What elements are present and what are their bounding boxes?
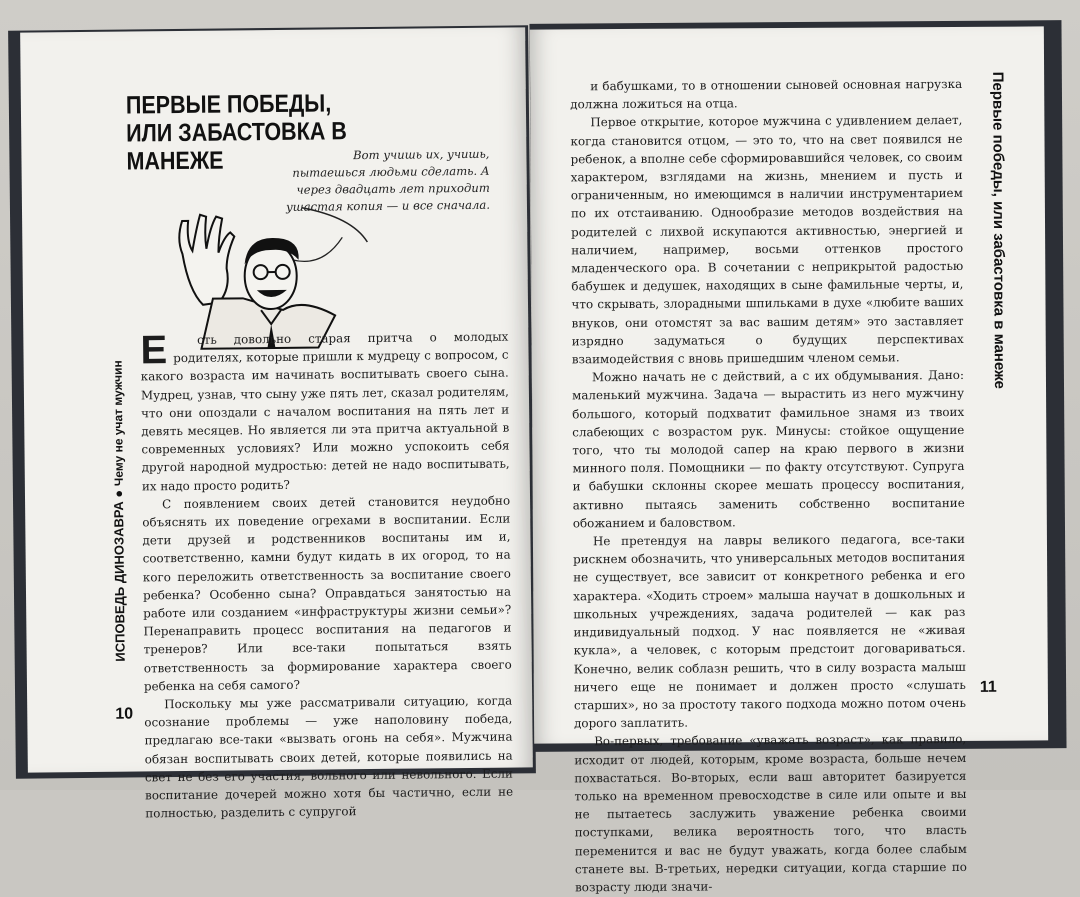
left-paragraph-1-text: сть довольно старая притча о молодых родителях, которые пришли к мудрецу с вопросом, с какого возраста им начинать воспитывать своего сына. Мудрец, узнав, что сыну уже пять лет, сказал родителям, что они опоздали с началом воспитания на пять лет и девять месяцев. Но является ли эта притча актуальной в современных условиях? Или можно успокоить себя другой народной мудростью: детей не надо воспитывать, их надо просто родить? <box>141 330 510 493</box>
left-paragraph-2: С появлением своих детей становится неудобно объяснять их поведение огрехами в воспитании. Если дети друзей и родственников воспитаны им и, соответственно, камни будут кидать в их огород, то на кого переложить ответственность за воспитание своего ребенка? Особенно сына? Оправдаться занятостью на работе или созданием «инфраструктуры жизни семьи»? Перенаправить процесс воспитания на педагогов и тренеров? Или все-таки попытаться взять ответственность за формирование характера своего ребенка на себя самого? <box>142 491 512 695</box>
right-body-text <box>570 75 967 897</box>
chapter-heading-line2: ИЛИ ЗАБАСТОВКА В МАНЕЖЕ <box>126 117 402 176</box>
page-number-left: 10 <box>115 706 133 724</box>
right-paragraph-5: Во-первых, требование «уважать возраст», как правило, исходит от людей, которым, кроме возраста, больше нечем похвастаться. Во-вторых, если ваш авторитет базируется только на временном превосходстве в силе или опыте и вы не пытаетесь заслужить уважение ребенка своими поступками, велика вероятность того, что власть переменится и вас не будут уважать, когда более слабым станете вы. В-третьих, нередки ситуации, когда старшие по возрасту люди значи- <box>574 730 967 896</box>
chapter-heading-line1: ПЕРВЫЕ ПОБЕДЫ, <box>126 89 401 120</box>
right-paragraph-4: Не претендуя на лавры великого педагога, все-таки рискнем обозначить, что универсальных методов воспитания не существует, все зависит от конкретного ребенка и его характера. «Ходить строем» малыша научат в дошкольных и школьных учреждениях, задача родителей — как раз индивидуальный подход. У нас появляется не «живая кукла», а человек, с которым предстоит договариваться. Конечно, велик соблазн решить, что в силу возраста малыш ничего еще не понимает и должен просто «слушать старших», но за простоту такого подхода можно потом очень дорого заплатить. <box>573 530 966 733</box>
left-body-text <box>140 328 513 823</box>
bullet-icon: ● <box>111 490 126 498</box>
left-paragraph-1 <box>140 328 510 496</box>
left-running-head <box>109 302 135 662</box>
running-head-book-title: ИСПОВЕДЬ ДИНОЗАВРА <box>111 501 128 662</box>
left-paragraph-3: Поскольку мы уже рассматривали ситуацию, когда осознание проблемы — уже наполовину победа, предлагаю все-таки «вызвать огонь на себя». Мужчина обязан воспитывать своих детей, которые появились на свет не без его участия, вольного или невольного. Если воспитание дочерей можно хотя бы частично, если не полностью, разделить с супругой <box>144 692 513 823</box>
drop-cap: Е <box>116 333 167 368</box>
running-head-chapter-title: Чему не учат мужчин <box>111 360 126 486</box>
right-paragraph-3: Можно начать не с действий, а с их обдумывания. Дано: маленький мужчина. Задача — вырастить из него мужчину большого, который подхватит фамильное знамя из твоих слабеющих с возрастом рук. Минусы: стойкое ощущение того, что ты молодой сапер на краю первого в жизни минного поля. Помощники — по факту отсутствуют. Супруга и бабушки склонны скорее мешать процессу воспитания, активно пытаясь заменить собственно воспитание обожанием и баловством. <box>572 366 965 532</box>
left-page <box>20 27 533 772</box>
right-paragraph-2: Первое открытие, которое мужчина с удивлением делает, когда становится отцом, — это то, что на свет появился не ребенок, а вполне себе сформировавшийся человек, со своим характером, взглядами на жизнь, мнением и пусть и ограниченным, но имеющимся в наличии инструментарием по их отстаиванию. Однообразие методов воздействия на родителей с лихвой искупаются активностью, энергией и наличием, например, восьми оттенков простого младенческого ора. В сочетании с неприкрытой радостью бабушек и дедушек, находящих в сыне фамильные черты, и, что скрывать, злорадными шпильками в духе «любите ваших внуков, они отомстят за вас вашим детям» это заставляет изрядно задуматься о будущих перспективах взаимодействия с вновь пришедшим членом семьи. <box>570 111 964 368</box>
right-running-head: Первые победы, или забастовка в манеже <box>982 72 1009 632</box>
right-page <box>530 26 1048 743</box>
right-paragraph-1: и бабушками, то в отношении сыновей основная нагрузка должна ложиться на отца. <box>570 75 962 114</box>
epigraph: Вот учишь их, учишь, пытаешься людьми сделать. А через двадцать лет приходит ушастая копия — и все сначала. <box>279 146 490 216</box>
page-number-right: 11 <box>980 679 997 697</box>
